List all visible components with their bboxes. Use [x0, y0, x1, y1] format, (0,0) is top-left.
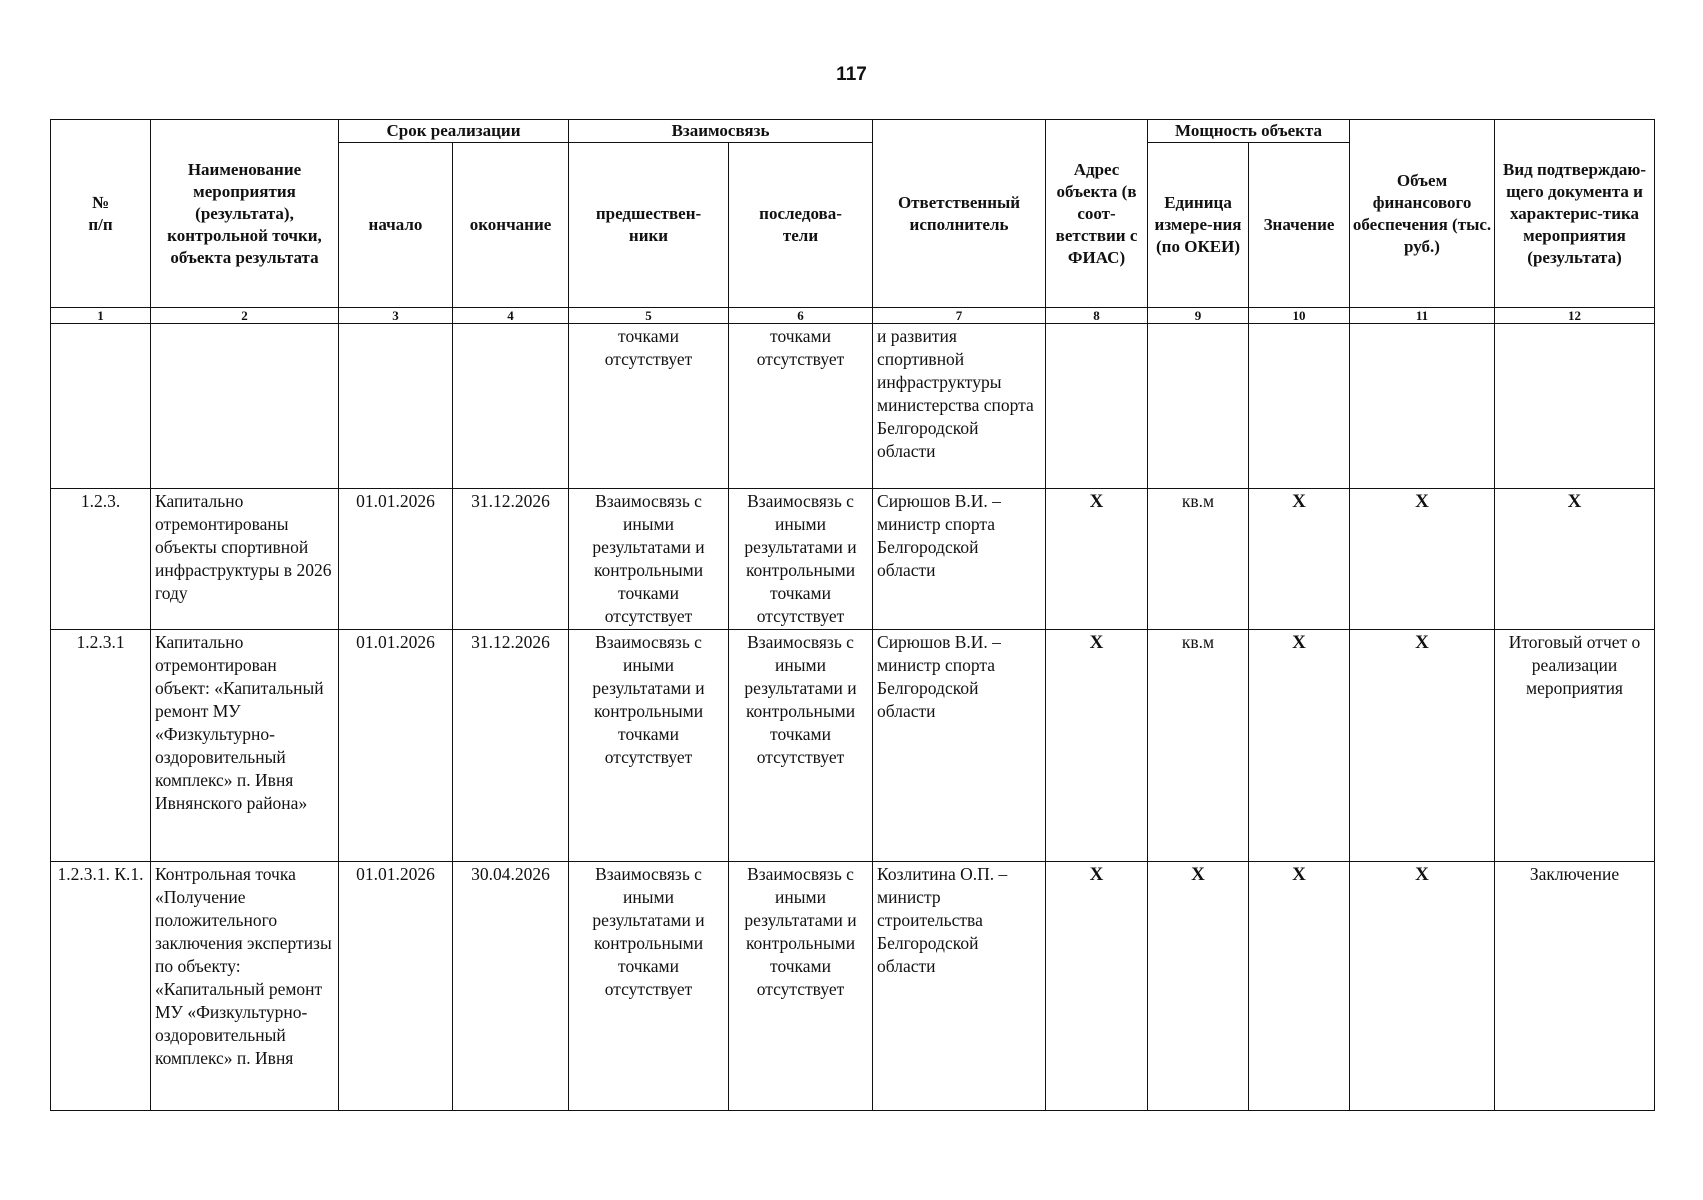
- column-number: 2: [151, 308, 339, 324]
- cell-value: X: [1249, 862, 1350, 1111]
- cell-responsible: и развития спортивной инфраструктуры министерства спорта Белгородской области: [873, 324, 1046, 489]
- cell-responsible: Козлитина О.П. – министр строительства Белгородской области: [873, 862, 1046, 1111]
- cell-end: 30.04.2026: [453, 862, 569, 1111]
- header-document: Вид подтверждаю-щего документа и характерис-тика мероприятия (результата): [1495, 120, 1655, 308]
- cell-predecessors: точками отсутствует: [569, 324, 729, 489]
- cell-num: [51, 324, 151, 489]
- header-deadline-group: Срок реализации: [339, 120, 569, 143]
- header-capacity-group: Мощность объекта: [1148, 120, 1350, 143]
- cell-finance: [1350, 324, 1495, 489]
- table-row: [51, 489, 1655, 630]
- cell-end: 31.12.2026: [453, 489, 569, 630]
- cell-unit: X: [1148, 862, 1249, 1111]
- cell-document: Заключение: [1495, 862, 1655, 1111]
- column-number: 7: [873, 308, 1046, 324]
- cell-start: 01.01.2026: [339, 489, 453, 630]
- cell-finance: X: [1350, 862, 1495, 1111]
- cell-value: X: [1249, 630, 1350, 862]
- table-row: [51, 324, 1655, 489]
- column-number-row: [51, 308, 1655, 324]
- cell-successors: точками отсутствует: [729, 324, 873, 489]
- cell-responsible: Сирюшов В.И. – министр спорта Белгородской области: [873, 489, 1046, 630]
- table-row: [51, 862, 1655, 1111]
- header-predecessors: предшествен- ники: [569, 143, 729, 308]
- table-row: [51, 630, 1655, 862]
- cell-unit: кв.м: [1148, 630, 1249, 862]
- header-start: начало: [339, 143, 453, 308]
- header-unit: Единица измере-ния (по ОКЕИ): [1148, 143, 1249, 308]
- cell-address: X: [1046, 862, 1148, 1111]
- header-value: Значение: [1249, 143, 1350, 308]
- cell-finance: X: [1350, 489, 1495, 630]
- cell-address: X: [1046, 489, 1148, 630]
- header-row-top: [51, 120, 1655, 143]
- cell-successors: Взаимосвязь с иными результатами и контрольными точками отсутствует: [729, 630, 873, 862]
- cell-predecessors: Взаимосвязь с иными результатами и контрольными точками отсутствует: [569, 630, 729, 862]
- column-number: 8: [1046, 308, 1148, 324]
- column-number: 5: [569, 308, 729, 324]
- cell-successors: Взаимосвязь с иными результатами и контрольными точками отсутствует: [729, 862, 873, 1111]
- cell-unit: [1148, 324, 1249, 489]
- header-finance: Объем финансового обеспечения (тыс. руб.): [1350, 120, 1495, 308]
- cell-end: 31.12.2026: [453, 630, 569, 862]
- cell-document: X: [1495, 489, 1655, 630]
- column-number: 10: [1249, 308, 1350, 324]
- cell-responsible: Сирюшов В.И. – министр спорта Белгородской области: [873, 630, 1046, 862]
- column-number: 6: [729, 308, 873, 324]
- column-number: 11: [1350, 308, 1495, 324]
- header-name: Наименование мероприятия (результата), контрольной точки, объекта результата: [151, 120, 339, 308]
- column-number: 9: [1148, 308, 1249, 324]
- column-number: 3: [339, 308, 453, 324]
- cell-num: 1.2.3.1: [51, 630, 151, 862]
- cell-start: 01.01.2026: [339, 630, 453, 862]
- cell-unit: кв.м: [1148, 489, 1249, 630]
- cell-end: [453, 324, 569, 489]
- cell-name: [151, 324, 339, 489]
- cell-address: [1046, 324, 1148, 489]
- plan-table: [50, 119, 1655, 1111]
- cell-value: [1249, 324, 1350, 489]
- cell-name: Контрольная точка «Получение положительного заключения экспертизы по объекту: «Капитальный ремонт МУ «Физкультурно-оздоровительный комплекс» п. Ивня: [151, 862, 339, 1111]
- cell-document: [1495, 324, 1655, 489]
- header-end: окончание: [453, 143, 569, 308]
- cell-address: X: [1046, 630, 1148, 862]
- header-responsible: Ответственный исполнитель: [873, 120, 1046, 308]
- cell-document: Итоговый отчет о реализации мероприятия: [1495, 630, 1655, 862]
- cell-start: [339, 324, 453, 489]
- cell-name: Капитально отремонтированы объекты спортивной инфраструктуры в 2026 году: [151, 489, 339, 630]
- header-link-group: Взаимосвязь: [569, 120, 873, 143]
- header-address: Адрес объекта (в соот-ветствии с ФИАС): [1046, 120, 1148, 308]
- cell-num: 1.2.3.1. К.1.: [51, 862, 151, 1111]
- column-number: 12: [1495, 308, 1655, 324]
- cell-num: 1.2.3.: [51, 489, 151, 630]
- cell-successors: Взаимосвязь с иными результатами и контрольными точками отсутствует: [729, 489, 873, 630]
- cell-predecessors: Взаимосвязь с иными результатами и контрольными точками отсутствует: [569, 862, 729, 1111]
- cell-start: 01.01.2026: [339, 862, 453, 1111]
- column-number: 1: [51, 308, 151, 324]
- cell-name: Капитально отремонтирован объект: «Капитальный ремонт МУ «Физкультурно-оздоровительный комплекс» п. Ивня Ивнянского района»: [151, 630, 339, 862]
- header-num: № п/п: [51, 120, 151, 308]
- cell-finance: X: [1350, 630, 1495, 862]
- cell-predecessors: Взаимосвязь с иными результатами и контрольными точками отсутствует: [569, 489, 729, 630]
- header-successors: последова- тели: [729, 143, 873, 308]
- column-number: 4: [453, 308, 569, 324]
- page-number: 117: [836, 64, 867, 85]
- cell-value: X: [1249, 489, 1350, 630]
